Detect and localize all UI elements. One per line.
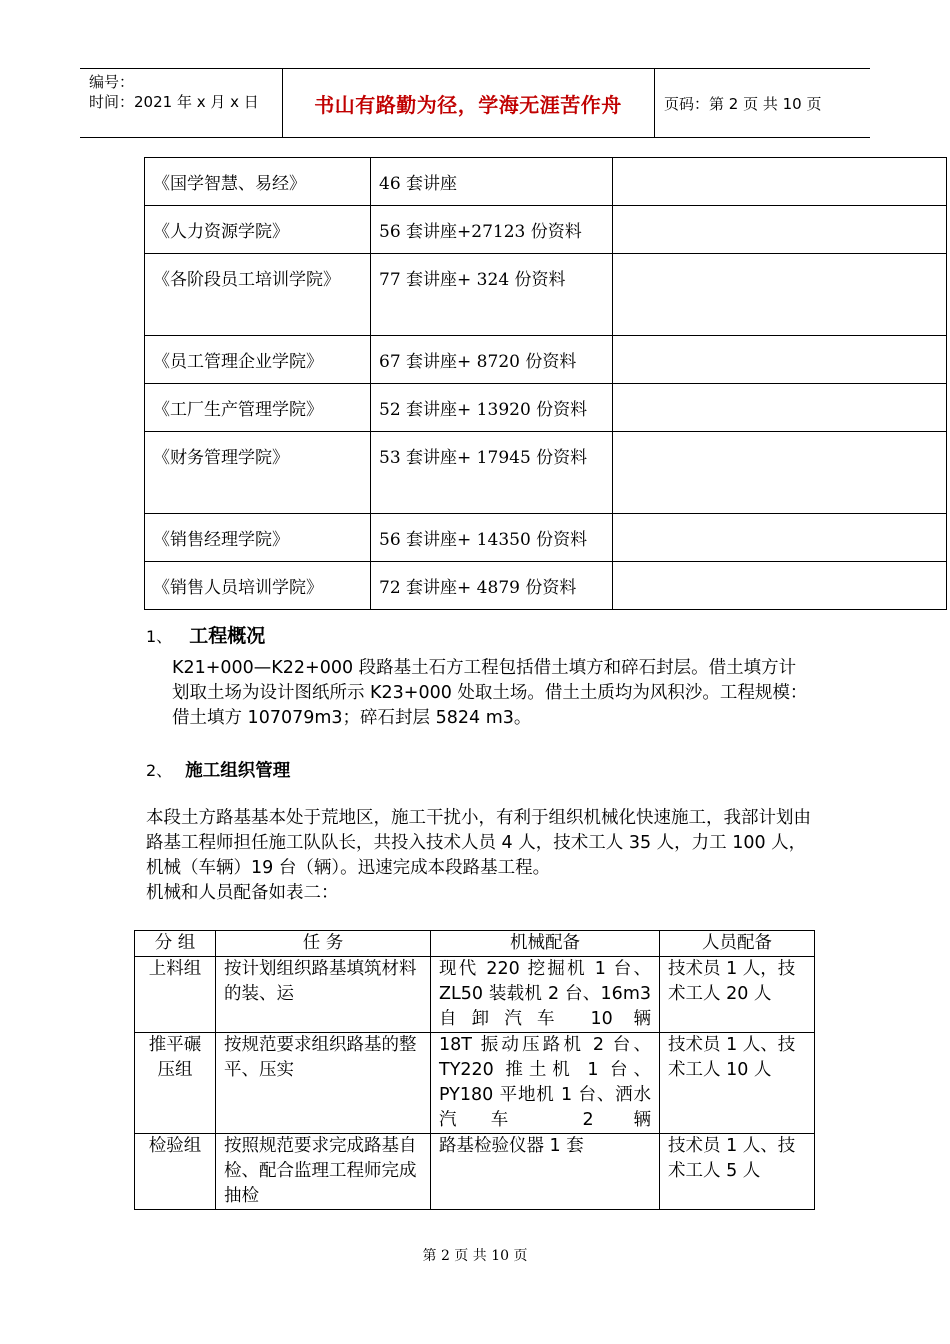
task-cell: 按计划组织路基填筑材料的装、运: [216, 957, 431, 1033]
table-row: [145, 158, 947, 206]
staff-cell: 技术员 1 人、技术工人 5 人: [660, 1134, 815, 1210]
table-header-row: [135, 931, 815, 957]
page-header: [80, 68, 870, 138]
table-row: [145, 514, 947, 562]
course-note: [613, 562, 947, 610]
document-date-label: 时间：2021 年 x 月 x 日: [89, 93, 259, 111]
course-note: [613, 206, 947, 254]
machines-cell: 18T 振动压路机 2 台、TY220 推土机 1 台、PY180 平地机 1 台、洒水汽车 2 辆: [431, 1033, 660, 1134]
course-name: 《各阶段员工培训学院》: [145, 254, 371, 336]
course-content: 46 套讲座: [371, 158, 613, 206]
header-motto-cell: [282, 69, 655, 137]
table-row: [145, 432, 947, 514]
table-row: [135, 1134, 815, 1210]
table-row: [135, 957, 815, 1033]
course-name: 《销售经理学院》: [145, 514, 371, 562]
equipment-table: [134, 930, 815, 1210]
table-row: [145, 384, 947, 432]
course-note: [613, 432, 947, 514]
course-name: 《工厂生产管理学院》: [145, 384, 371, 432]
course-name: 《员工管理企业学院》: [145, 336, 371, 384]
table-row: [135, 1033, 815, 1134]
course-content: 72 套讲座+ 4879 份资料: [371, 562, 613, 610]
column-header: 分 组: [135, 931, 216, 957]
course-note: [613, 514, 947, 562]
table-row: [145, 206, 947, 254]
machines-cell: 路基检验仪器 1 套: [431, 1134, 660, 1210]
course-name: 《销售人员培训学院》: [145, 562, 371, 610]
course-content: 53 套讲座+ 17945 份资料: [371, 432, 613, 514]
team-cell: 上料组: [135, 957, 216, 1033]
table-row: [145, 562, 947, 610]
section-2-body: 本段土方路基基本处于荒地区，施工干扰小，有利于组织机械化快速施工，我部计划由路基工程师担任施工队队长，共投入技术人员 4 人，技术工人 35 人，力工 100 人，机械（车辆）19 台（辆）。迅速完成本段路基工程。: [146, 808, 811, 878]
section-heading-1: [146, 621, 265, 648]
team-cell: 检验组: [135, 1134, 216, 1210]
section-heading-2: [146, 757, 290, 782]
course-note: [613, 158, 947, 206]
course-content: 56 套讲座+27123 份资料: [371, 206, 613, 254]
page-footer: 第 2 页 共 10 页: [422, 1248, 528, 1264]
column-header: 任 务: [216, 931, 431, 957]
header-motto: 书山有路勤为径，学海无涯苦作舟: [314, 92, 622, 117]
header-page-cell: [654, 69, 870, 137]
table-row: [145, 336, 947, 384]
course-content: 56 套讲座+ 14350 份资料: [371, 514, 613, 562]
staff-cell: 技术员 1 人、技术工人 10 人: [660, 1033, 815, 1134]
staff-cell: 技术员 1 人，技术工人 20 人: [660, 957, 815, 1033]
machines-cell: 现代 220 挖掘机 1 台、ZL50 装载机 2 台、16m3 自卸汽车 10 辆: [431, 957, 660, 1033]
course-content: 67 套讲座+ 8720 份资料: [371, 336, 613, 384]
course-name: 《财务管理学院》: [145, 432, 371, 514]
course-note: [613, 254, 947, 336]
table-intro: 机械和人员配备如表二：: [146, 883, 339, 903]
column-header: 机械配备: [431, 931, 660, 957]
column-header: 人员配备: [660, 931, 815, 957]
section-title: 施工组织管理: [185, 761, 291, 781]
header-meta: [80, 69, 283, 137]
header-page-info: 页码：第 2 页 共 10 页: [664, 94, 822, 113]
course-name: 《国学智慧、易经》: [145, 158, 371, 206]
table-row: [145, 254, 947, 336]
task-cell: 按规范要求组织路基的整平、压实: [216, 1033, 431, 1134]
team-cell: 推平碾压组: [135, 1033, 216, 1134]
course-note: [613, 336, 947, 384]
section-number: 2、: [146, 761, 173, 780]
section-number: 1、: [146, 627, 173, 646]
course-table: [144, 157, 947, 610]
section-title: 工程概况: [189, 625, 266, 647]
course-content: 77 套讲座+ 324 份资料: [371, 254, 613, 336]
task-cell: 按照规范要求完成路基自检、配合监理工程师完成抽检: [216, 1134, 431, 1210]
course-name: 《人力资源学院》: [145, 206, 371, 254]
document-number-label: 编号：: [89, 73, 135, 91]
section-1-body: K21+000—K22+000 段路基土石方工程包括借土填方和碎石封层。借土填方计划取土场为设计图纸所示 K23+000 处取土场。借土土质均为风积沙。工程规模：借土填方 107079m3；碎石封层 5824 m3。: [172, 658, 808, 728]
course-content: 52 套讲座+ 13920 份资料: [371, 384, 613, 432]
course-note: [613, 384, 947, 432]
